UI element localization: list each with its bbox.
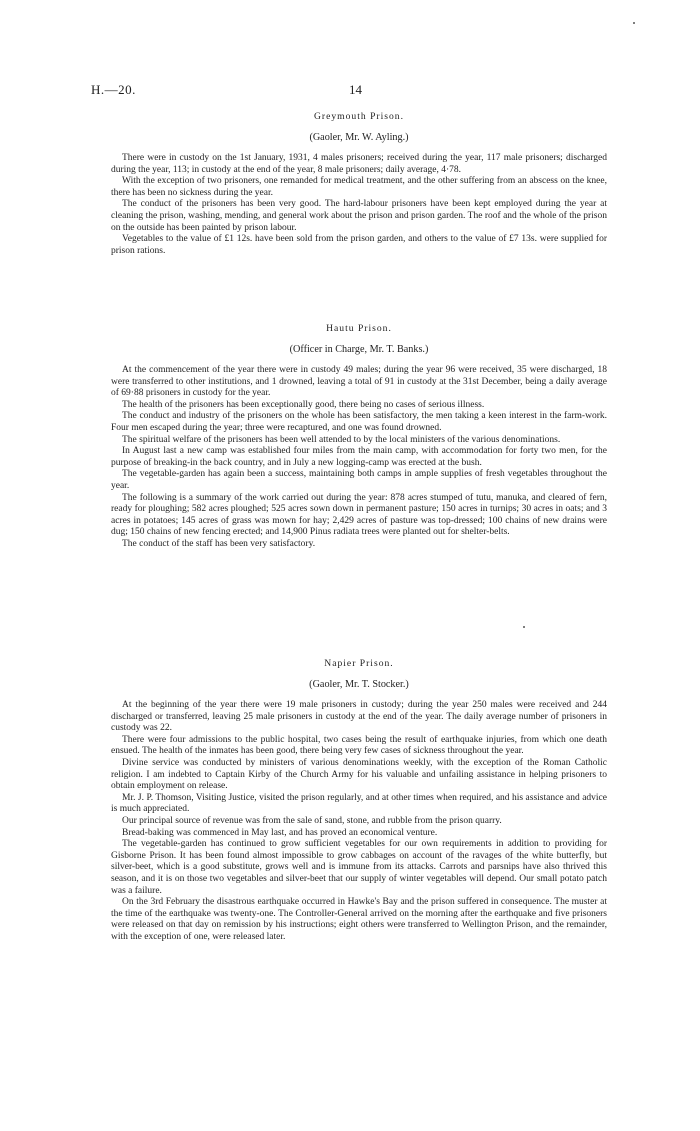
section-subtitle: (Gaoler, Mr. T. Stocker.) xyxy=(309,679,409,690)
paragraph: The spiritual welfare of the prisoners has been well attended to by the local ministers of the various denominations. xyxy=(122,434,561,445)
paragraph: Divine service was conducted by ministers of various denominations weekly, with the exception of the Roman Catholic religion. I am indebted to Captain Kirby of the Church Army for his valuable and unfailing assistance in helping prisoners to obtain employment on release. xyxy=(111,757,607,792)
section-subtitle: (Officer in Charge, Mr. T. Banks.) xyxy=(289,344,429,355)
paragraph: In August last a new camp was established four miles from the main camp, with accommodation for forty two men, for the purpose of breaking-in the back country, and in July a new logging-camp was erected at the bush. xyxy=(111,446,607,468)
paragraph: At the beginning of the year there were 19 male prisoners in custody; during the year 250 males were received and 244 discharged or transferred, leaving 25 male prisoners in custody at the end of the year. The daily average number of prisoners in custody was 22. xyxy=(111,700,607,734)
section-subtitle: (Gaoler, Mr. W. Ayling.) xyxy=(309,132,409,143)
paragraph: The vegetable-garden has continued to grow sufficient vegetables for our own requirements in addition to providing for Gisborne Prison. It has been found almost impossible to grow cabbages on account of the ravages of the white butterfly, but silver-beet, which is a good substitute, grows well and is immune from its attacks. Carrots and parsnips have also thrived this season, and it is on those two vegetables and silver-beet that our supply of winter vegetables will depend. Our small potato patch was a failure. xyxy=(111,839,607,896)
paragraph: The health of the prisoners has been exceptionally good, there being no cases of serious illness. xyxy=(122,399,485,410)
paragraph: The conduct and industry of the prisoners on the whole has been satisfactory, the men taking a keen interest in the farm-work. Four men escaped during the year; three were recaptured, and one was found drowned. xyxy=(111,411,607,433)
paragraph: Vegetables to the value of £1 12s. have been sold from the prison garden, and others to the value of £7 13s. were supplied for prison rations. xyxy=(111,234,607,256)
section-body xyxy=(111,365,607,551)
section-greymouth-prison xyxy=(111,110,607,257)
section-title: Greymouth Prison. xyxy=(313,111,405,122)
section-body xyxy=(111,153,607,257)
paragraph: With the exception of two prisoners, one remanded for medical treatment, and the other suffering from an abscess on the knee, there has been no sickness during the year. xyxy=(111,176,607,198)
paragraph: The conduct of the prisoners has been very good. The hard-labour prisoners have been kept employed during the year at cleaning the prison, washing, mending, and general work about the prison and prison garden. The roof and the whole of the prison on the outside has been painted by prison labour. xyxy=(111,199,607,233)
paragraph: The conduct of the staff has been very satisfactory. xyxy=(122,538,316,549)
section-napier-prison xyxy=(111,657,607,943)
scan-speck xyxy=(633,22,635,24)
paragraph: Our principal source of revenue was from the sale of sand, stone, and rubble from the prison quarry. xyxy=(122,815,502,826)
scan-speck xyxy=(523,626,525,628)
paragraph: Mr. J. P. Thomson, Visiting Justice, visited the prison regularly, and at other times when required, and his assistance and advice is much appreciated. xyxy=(111,792,607,815)
paragraph: Bread-baking was commenced in May last, and has proved an economical venture. xyxy=(122,827,438,838)
page-header xyxy=(91,82,611,98)
section-title: Hautu Prison. xyxy=(326,323,392,334)
section-title: Napier Prison. xyxy=(324,658,394,669)
section-body xyxy=(111,700,607,943)
paragraph: The vegetable-garden has again been a success, maintaining both camps in ample supplies of fresh vegetables throughout the year. xyxy=(111,469,607,491)
page-number: 14 xyxy=(349,82,362,97)
paragraph: On the 3rd February the disastrous earthquake occurred in Hawke's Bay and the prison suffered in consequence. The muster at the time of the earthquake was twenty-one. The Controller-General arrived on the morning after the earthquake and five prisoners were released on that day on remission by his instructions; eight others were transferred to Wellington Prison, and the remainder, with the exception of one, were released later. xyxy=(111,897,607,942)
parliamentary-reference: H.—20. xyxy=(91,82,136,97)
paragraph: The following is a summary of the work carried out during the year: 878 acres stumped of tutu, manuka, and cleared of fern, ready for ploughing; 582 acres ploughed; 525 acres sown down in permanent pasture; 150 acres in turnips; 30 acres in oats; and 3 acres in potatoes; 145 acres of grass was mown for hay; 2,429 acres of pasture was top-dressed; 100 chains of new drains were dug; 150 chains of new fencing erected; and 14,900 Pinus radiata trees were planted out for shelter-belts. xyxy=(111,492,607,538)
section-hautu-prison xyxy=(111,322,607,551)
paragraph: There were in custody on the 1st January, 1931, 4 males prisoners; received during the year, 117 male prisoners; discharged during the year, 113; in custody at the end of the year, 8 male prisoners; daily average, 4·78. xyxy=(111,153,607,175)
paragraph: There were four admissions to the public hospital, two cases being the result of earthquake injuries, from which one death ensued. The health of the inmates has been good, there being very few cases of sickness throughout the year. xyxy=(111,734,607,757)
paragraph: At the commencement of the year there were in custody 49 males; during the year 96 were received, 35 were discharged, 18 were transferred to other institutions, and 1 drowned, leaving a total of 91 in custody at the 31st December, being a daily average of 69·88 prisoners in custody for the year. xyxy=(111,365,607,399)
